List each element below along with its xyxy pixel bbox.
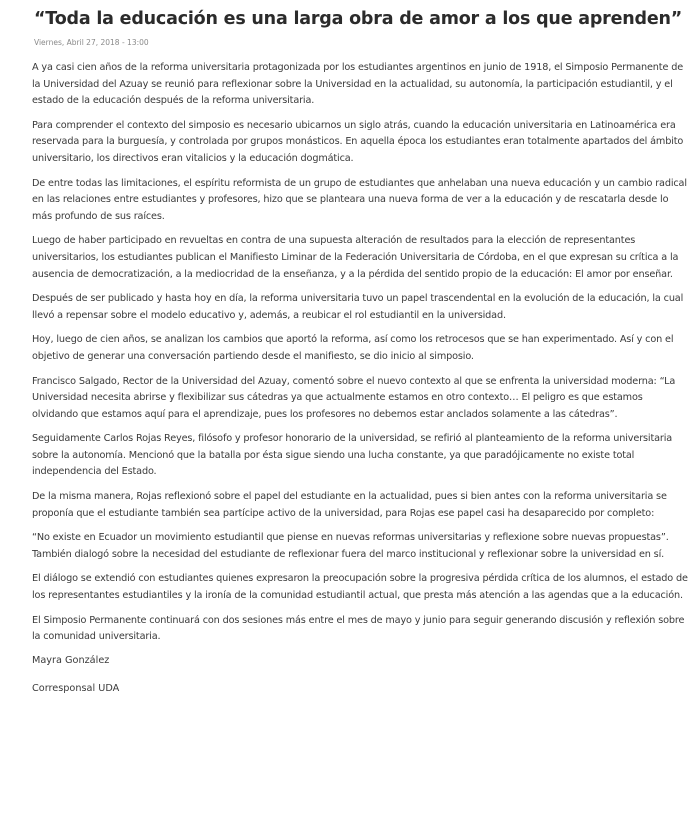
- signature: [32, 654, 690, 695]
- paragraph: El diálogo se extendió con estudiantes quienes expresaron la preocupación sobre la progresiva pérdida crítica de los alumnos, el estado de los representantes estudiantiles y la ironía de la comunidad estudiantil actual, que presta más atención a las agendas que a la educación.: [32, 573, 688, 602]
- paragraph: El Simposio Permanente continuará con dos sesiones más entre el mes de mayo y junio para seguir generando discusión y reflexión sobre la comunidad universitaria.: [32, 614, 685, 643]
- paragraph: Después de ser publicado y hasta hoy en día, la reforma universitaria tuvo un papel trascendental en la evolución de la educación, la cual llevó a repensar sobre el modelo educativo y, además, a reubicar el rol estudiantil en la universidad.: [32, 293, 684, 321]
- paragraph: Seguidamente Carlos Rojas Reyes, filósofo y profesor honorario de la universidad, se refirió al planteamiento de la reforma universitaria sobre la autonomía. Mencionó que la batalla por ésta sigue siendo una lucha constante, ya que paradójicamente no existe total independencia del Estado.: [32, 433, 673, 478]
- article-body: [32, 60, 690, 646]
- article-title: “Toda la educación es una larga obra de amor a los que aprenden”: [34, 9, 683, 29]
- paragraph: De entre todas las limitaciones, el espíritu reformista de un grupo de estudiantes que anhelaban una nueva educación y un cambio radical en las relaciones entre estudiantes y profesores, hizo que se planteara una nueva forma de ver a la educación y de rescatarla desde lo más profundo de sus raíces.: [32, 177, 687, 222]
- article-date: Viernes, Abril 27, 2018 - 13:00: [34, 38, 149, 47]
- paragraph: Luego de haber participado en revueltas en contra de una supuesta alteración de resultados para la elección de representantes universitarios, los estudiantes publican el Manifiesto Liminar de la Federación Universitaria de Córdoba, en el que expresan su crítica a la ausencia de democratización, a la mediocridad de la enseñanza, y a la pérdida del sentido propio de la educación: El amor por enseñar.: [32, 235, 679, 280]
- paragraph: De la misma manera, Rojas reflexionó sobre el papel del estudiante en la actualidad, pues si bien antes con la reforma universitaria se proponía que el estudiante también sea partícipe activo de la universidad, para Rojas ese papel casi ha desaparecido por completo:: [32, 491, 667, 519]
- paragraph: A ya casi cien años de la reforma universitaria protagonizada por los estudiantes argentinos en junio de 1918, el Simposio Permanente de la Universidad del Azuay se reunió para reflexionar sobre la Universidad en la actualidad, su autonomía, la participación estudiantil, y el estado de la educación después de la reforma universitaria.: [32, 62, 683, 107]
- author-name: Mayra González: [32, 654, 110, 666]
- paragraph: Francisco Salgado, Rector de la Universidad del Azuay, comentó sobre el nuevo contexto al que se enfrenta la universidad moderna: “La Universidad necesita abrirse y flexibilizar sus cátedras ya que actualmente estamos en otro contexto… El peligro es que estamos olvidando que estamos aquí para el aprendizaje, pues los profesores no debemos estar anclados solamente a las cátedras”.: [32, 375, 676, 420]
- paragraph: “No existe en Ecuador un movimiento estudiantil que piense en nuevas reformas universitarias y reflexione sobre nuevas propuestas”. También dialogó sobre la necesidad del estudiante de reflexionar fuera del marco institucional y reflexionar sobre la universidad en sí.: [32, 532, 669, 560]
- paragraph: Hoy, luego de cien años, se analizan los cambios que aportó la reforma, así como los retrocesos que se han experimentado. Así y con el objetivo de generar una conversación partiendo desde el manifiesto, se dio inicio al simposio.: [32, 334, 674, 362]
- author-role: Corresponsal UDA: [32, 682, 120, 694]
- paragraph: Para comprender el contexto del simposio es necesario ubicarnos un siglo atrás, cuando la educación universitaria en Latinoamérica era reservada para la burguesía, y controlada por grupos monásticos. En aquella época los estudiantes eran totalmente apartados del ámbito universitario, los directivos eran vitalicios y la educación dogmática.: [32, 119, 684, 164]
